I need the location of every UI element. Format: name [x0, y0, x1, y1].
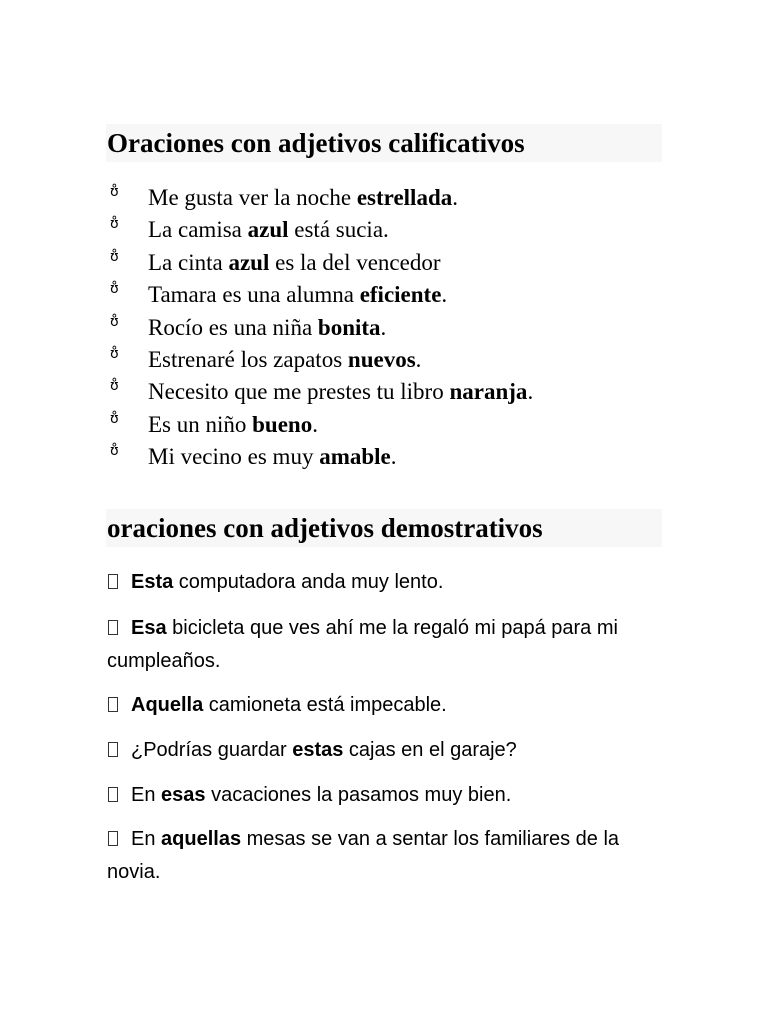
section-heading-calificativos: Oraciones con adjetivos calificativos	[106, 124, 662, 162]
bullet-icon: ʊ̊	[110, 410, 119, 427]
adjective: estas	[292, 739, 344, 761]
missing-glyph-box-icon	[108, 742, 118, 757]
bullet-icon: ʊ̊	[110, 216, 119, 233]
list-item: En aquellas mesas se van a sentar los familiares de la novia.	[107, 828, 620, 883]
bullet-icon: ʊ̊	[110, 184, 119, 200]
bullet-icon: ʊ̊	[110, 313, 119, 330]
missing-glyph-box-icon	[108, 574, 118, 589]
document-page: Oraciones con adjetivos calificativos ʊ̊ Me gusta ver la noche estrellada. ʊ̊ La camisa azul está sucia. ʊ̊ La cinta azul es la del vencedor ʊ̊ Tamara es una alumna eficiente. ʊ̊ Rocío es una niña bonita. ʊ̊ Estrenaré los zapatos nuevos. ʊ̊ Necesito que me prestes tu libro naranja. ʊ̊ Es un niño bueno. ʊ̊ Mi vecino es muy amable. oraciones con adjetivos demostrativos Esta computadora anda muy lento. Esa bicicleta que ves ahí me la regaló mi papá para mi cumpleaños. Aquella camioneta está impecable. ¿Podrías guardar estas cajas en el garaje? En esas vacaciones la pasamos muy bien. En aquellas mesas se van a sentar los familiares de la novia.	[0, 0, 768, 1024]
missing-glyph-box-icon	[108, 620, 118, 635]
adjective: nuevos	[347, 346, 416, 372]
adjective: Esa	[131, 617, 167, 639]
bullet-icon: ʊ̊	[110, 281, 119, 298]
adjective: eficiente	[359, 282, 442, 308]
section-heading-demostrativos: oraciones con adjetivos demostrativos	[106, 509, 662, 547]
adjective: aquellas	[161, 828, 242, 850]
adjective: esas	[161, 784, 206, 806]
adjective: estrellada	[356, 185, 453, 210]
list-item: ¿Podrías guardar estas cajas en el garaje?	[107, 734, 652, 767]
missing-glyph-box-icon	[108, 831, 118, 846]
adjective: Aquella	[131, 694, 204, 716]
adjective: Esta	[131, 571, 174, 593]
adjective: amable	[319, 444, 391, 470]
adjective: azul	[247, 217, 289, 243]
missing-glyph-box-icon	[108, 787, 118, 802]
list-item: En esas vacaciones la pasamos muy bien.	[107, 779, 652, 812]
adjective: bueno	[252, 411, 313, 437]
list-item: Aquella camioneta está impecable.	[107, 689, 652, 722]
bullet-icon: ʊ̊	[110, 248, 119, 265]
bullet-icon: ʊ̊	[110, 378, 119, 395]
adjective: azul	[228, 249, 270, 275]
list-item: Esa bicicleta que ves ahí me la regaló mi papá para mi cumpleaños.	[107, 617, 618, 672]
list-item: Esta computadora anda muy lento.	[107, 566, 652, 599]
adjective: bonita	[317, 314, 381, 340]
bullet-icon: ʊ̊	[110, 443, 119, 460]
adjective: naranja	[449, 379, 528, 405]
bullet-icon: ʊ̊	[110, 345, 119, 362]
missing-glyph-box-icon	[108, 697, 118, 712]
